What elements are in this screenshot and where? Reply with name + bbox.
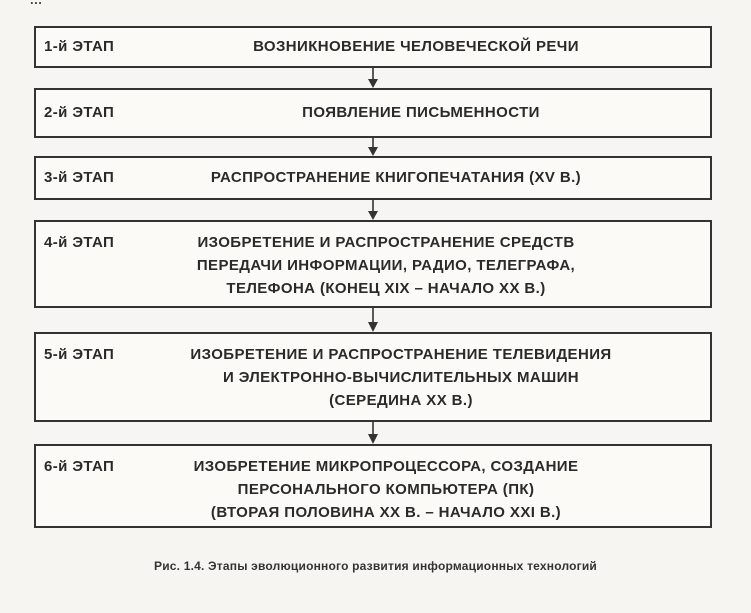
cropped-text (30, 0, 42, 7)
stage-2-box (34, 88, 712, 138)
stage-6-line-1: ИЗОБРЕТЕНИЕ МИКРОПРОЦЕССОРА, СОЗДАНИЕ (193, 458, 579, 475)
stage-4-line-3: ТЕЛЕФОНА (КОНЕЦ XIX – НАЧАЛО XX В.) (226, 280, 546, 297)
stage-5-label: 5-й ЭТАП (44, 346, 115, 363)
stage-5-line-3: (СЕРЕДИНА XX В.) (329, 392, 473, 409)
arrow-3-to-4 (366, 200, 380, 220)
arrow-1-to-2 (366, 68, 380, 88)
stage-1-label: 1-й ЭТАП (44, 38, 115, 55)
stage-3-line-1: РАСПРОСТРАНЕНИЕ КНИГОПЕЧАТАНИЯ (XV В.) (210, 169, 582, 186)
stage-1-box (34, 26, 712, 68)
stage-3-box (34, 156, 712, 200)
stage-6-line-2: ПЕРСОНАЛЬНОГО КОМПЬЮТЕРА (ПК) (237, 481, 535, 498)
stage-5-line-2: И ЭЛЕКТРОННО-ВЫЧИСЛИТЕЛЬНЫХ МАШИН (222, 369, 580, 386)
stage-5-box (34, 332, 712, 422)
arrow-4-to-5 (366, 308, 380, 332)
stage-6-label: 6-й ЭТАП (44, 458, 115, 475)
stage-4-line-1: ИЗОБРЕТЕНИЕ И РАСПРОСТРАНЕНИЕ СРЕДСТВ (197, 234, 575, 251)
cropped-text-fragment (0, 0, 751, 9)
stage-6-line-3: (ВТОРАЯ ПОЛОВИНА XX В. – НАЧАЛО XXI В.) (210, 504, 562, 521)
stage-3-label: 3-й ЭТАП (44, 169, 115, 186)
stage-4-box (34, 220, 712, 308)
stage-4-label: 4-й ЭТАП (44, 234, 115, 251)
stage-2-label: 2-й ЭТАП (44, 104, 115, 121)
arrow-5-to-6 (366, 422, 380, 444)
stage-2-line-1: ПОЯВЛЕНИЕ ПИСЬМЕННОСТИ (302, 104, 540, 121)
stage-4-line-2: ПЕРЕДАЧИ ИНФОРМАЦИИ, РАДИО, ТЕЛЕГРАФА, (196, 257, 576, 274)
stage-5-line-1: ИЗОБРЕТЕНИЕ И РАСПРОСТРАНЕНИЕ ТЕЛЕВИДЕНИЯ (190, 346, 612, 363)
stage-6-box (34, 444, 712, 528)
figure-caption: Рис. 1.4. Этапы эволюционного развития информационных технологий (153, 559, 597, 573)
arrow-2-to-3 (366, 138, 380, 156)
stage-1-line-1: ВОЗНИКНОВЕНИЕ ЧЕЛОВЕЧЕСКОЙ РЕЧИ (253, 38, 579, 55)
